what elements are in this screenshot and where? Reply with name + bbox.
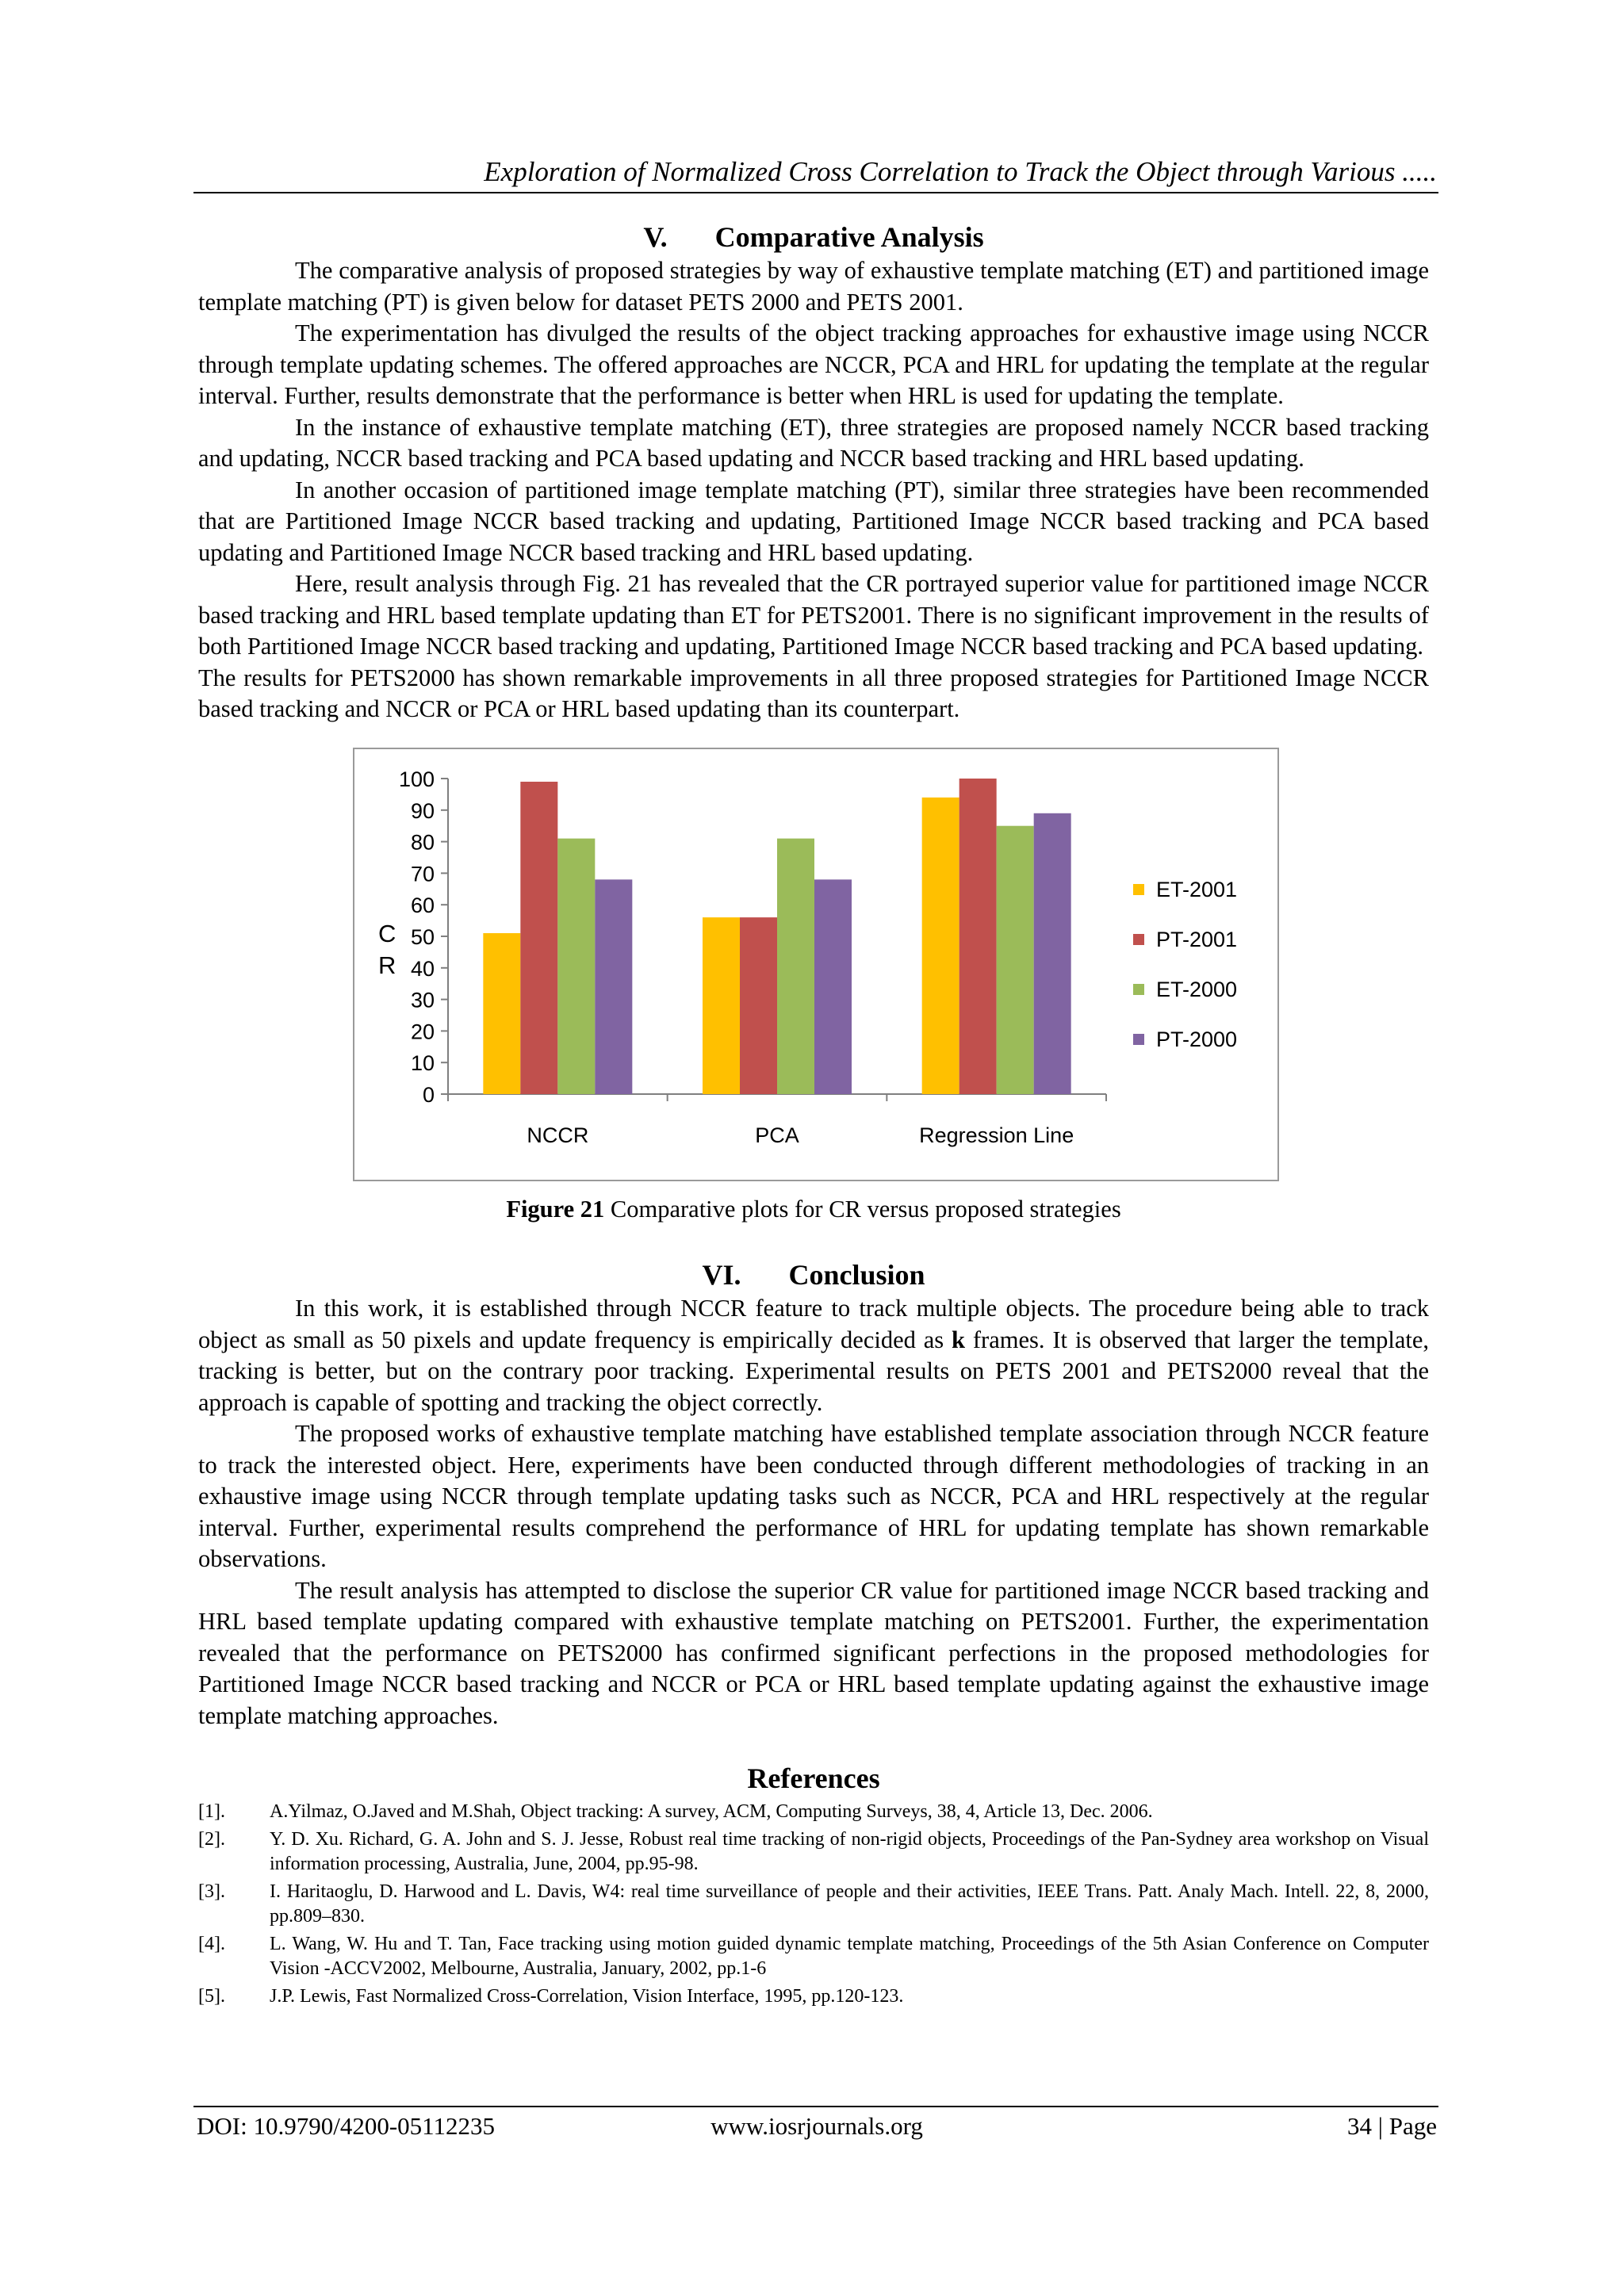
figure-label: Figure 21 <box>506 1195 605 1223</box>
y-tick-label: 90 <box>410 798 435 823</box>
legend-swatch <box>1133 934 1144 945</box>
reference-text: A.Yilmaz, O.Javed and M.Shah, Object tracking: A survey, ACM, Computing Surveys, 38, 4, Article 13, Dec. 2006. <box>270 1801 1153 1822</box>
figure-caption <box>198 1194 1429 1226</box>
reference-number: [4]. <box>198 1934 225 1954</box>
paragraph: In another occasion of partitioned image template matching (PT), similar three strategies have been recommended that are Partitioned Image NCCR based tracking and updating, Partitioned Image NCCR based tracking and PCA based updating and Partitioned Image NCCR based tracking and HRL based updating. <box>198 476 1429 566</box>
paragraph-text: frames. It is observed that larger the template, tracking is better, but on the contrary poor tracking. Experimental results on PETS 2001 and PETS2000 reveal that the approach is capable of spotting and tracking the object correctly. <box>198 1326 1429 1416</box>
footer-page-number: 34 | Page <box>1347 2112 1437 2140</box>
x-category-label: PCA <box>755 1123 799 1147</box>
y-tick-label: 40 <box>410 956 435 981</box>
x-category-label: NCCR <box>527 1123 589 1147</box>
paragraph: In the instance of exhaustive template matching (ET), three strategies are proposed namely NCCR based tracking and updating, NCCR based tracking and PCA based updating and NCCR based tracking and HRL based updating. <box>198 413 1429 472</box>
reference-item <box>198 1800 1429 1824</box>
y-tick-label: 100 <box>398 767 435 791</box>
bar <box>959 779 997 1094</box>
paragraph <box>198 1293 1429 1418</box>
bar <box>922 797 959 1093</box>
paragraph: The results for PETS2000 has shown remarkable improvements in all three proposed strategies for Partitioned Image NCCR based tracking and NCCR or PCA or HRL based updating than its counterpart. <box>198 664 1429 722</box>
running-head: Exploration of Normalized Cross Correlation to Track the Object through Various ..... <box>484 156 1437 187</box>
footer-website: www.iosrjournals.org <box>710 2112 923 2140</box>
reference-text: L. Wang, W. Hu and T. Tan, Face tracking using motion guided dynamic template matching, Proceedings of the 5th Asian Conference on Computer Vision -ACCV2002, Melbourne, Australia, January, 2002, pp.1-6 <box>270 1934 1429 1979</box>
legend-label: PT-2001 <box>1156 927 1238 951</box>
reference-number: [1]. <box>198 1801 225 1822</box>
reference-item <box>198 1932 1429 1981</box>
references-list <box>198 1800 1429 2009</box>
reference-number: [3]. <box>198 1881 225 1902</box>
y-tick-label: 30 <box>410 988 435 1012</box>
y-tick-label: 80 <box>410 830 435 855</box>
header-rule <box>193 192 1438 193</box>
legend-swatch <box>1133 1034 1144 1045</box>
bar <box>557 838 595 1093</box>
bar <box>483 933 520 1094</box>
bar <box>520 781 557 1093</box>
legend-label: ET-2000 <box>1156 977 1238 1001</box>
variable-k: k <box>952 1326 966 1353</box>
y-tick-label: 60 <box>410 893 435 917</box>
paragraph: The proposed works of exhaustive template matching have established template association through NCCR feature to track the interested object. Here, experiments have been conducted through different methodologies of tracking in an exhaustive image using NCCR through template updating tasks such as NCCR, PCA and HRL respectively at the regular interval. Further, experimental results comprehend the performance of HRL for updating template has shown remarkable observations. <box>198 1420 1429 1572</box>
x-category-label: Regression Line <box>919 1123 1074 1147</box>
y-tick-label: 70 <box>410 861 435 886</box>
section-title: Conclusion <box>788 1259 925 1291</box>
reference-item <box>198 1880 1429 1929</box>
reference-item <box>198 1827 1429 1877</box>
paragraph-text: In this work, it is established through NCCR feature to track multiple objects. The procedure being able to track object as small as 50 pixels and update frequency is empirically decided as <box>198 1295 1429 1353</box>
bar <box>777 838 814 1093</box>
legend-label: ET-2001 <box>1156 877 1238 901</box>
section-heading-comparative-analysis <box>198 219 1429 255</box>
y-axis-label: R <box>378 951 396 979</box>
bar <box>703 917 740 1094</box>
references-heading: References <box>747 1762 880 1794</box>
bar <box>814 879 852 1094</box>
reference-number: [2]. <box>198 1829 225 1850</box>
bar-chart <box>354 749 1277 1180</box>
paragraph: The experimentation has divulged the results of the object tracking approaches for exhaustive image using NCCR through template updating schemes. The offered approaches are NCCR, PCA and HRL for updating the template at the regular interval. Further, results demonstrate that the performance is better when HRL is used for updating the template. <box>198 320 1429 409</box>
figure-caption-text: Comparative plots for CR versus proposed strategies <box>604 1195 1121 1223</box>
bar <box>997 825 1034 1093</box>
footer-rule <box>193 2106 1438 2107</box>
y-axis-label: C <box>378 919 396 947</box>
paragraph: Here, result analysis through Fig. 21 has revealed that the CR portrayed superior value for partitioned image NCCR based tracking and HRL based template updating than ET for PETS2001. There is no significant improvement in the results of both Partitioned Image NCCR based tracking and updating, Partitioned Image NCCR based tracking and PCA based updating. <box>198 570 1429 660</box>
reference-text: Y. D. Xu. Richard, G. A. John and S. J. Jesse, Robust real time tracking of non-rigid objects, Proceedings of the Pan-Sydney area workshop on Visual information processing, Australia, June, 2004, pp.95-98. <box>270 1829 1429 1874</box>
section-number: VI. <box>702 1259 741 1291</box>
paragraph: The result analysis has attempted to disclose the superior CR value for partitioned image NCCR based tracking and HRL based template updating compared with exhaustive template matching on PETS2001. Further, the experimentation revealed that the performance on PETS2000 has confirmed significant perfections in the proposed methodologies for Partitioned Image NCCR based tracking and NCCR or PCA or HRL based template updating against the exhaustive image template matching approaches. <box>198 1576 1429 1729</box>
bar <box>740 917 777 1094</box>
legend-swatch <box>1133 884 1144 895</box>
y-tick-label: 0 <box>422 1082 435 1107</box>
section-heading-conclusion <box>198 1257 1429 1293</box>
bar <box>595 879 632 1094</box>
bar <box>1034 813 1071 1093</box>
y-tick-label: 50 <box>410 924 435 949</box>
y-tick-label: 20 <box>410 1019 435 1043</box>
section-number: V. <box>643 221 668 253</box>
paragraph: The comparative analysis of proposed strategies by way of exhaustive template matching (ET) and partitioned image template matching (PT) is given below for dataset PETS 2000 and PETS 2001. <box>198 257 1429 316</box>
legend-swatch <box>1133 984 1144 995</box>
legend-label: PT-2000 <box>1156 1027 1238 1051</box>
section-title: Comparative Analysis <box>714 221 984 253</box>
reference-text: J.P. Lewis, Fast Normalized Cross-Correlation, Vision Interface, 1995, pp.120-123. <box>270 1986 904 2007</box>
page-content <box>198 219 1429 2012</box>
figure-21-chart <box>353 748 1279 1181</box>
reference-number: [5]. <box>198 1986 225 2007</box>
footer-doi: DOI: 10.9790/4200-05112235 <box>197 2112 495 2140</box>
reference-item <box>198 1984 1429 2009</box>
reference-text: I. Haritaoglu, D. Harwood and L. Davis, W4: real time surveillance of people and their activities, IEEE Trans. Patt. Analy Mach. Intell. 22, 8, 2000, pp.809–830. <box>270 1881 1429 1927</box>
y-tick-label: 10 <box>410 1050 435 1075</box>
